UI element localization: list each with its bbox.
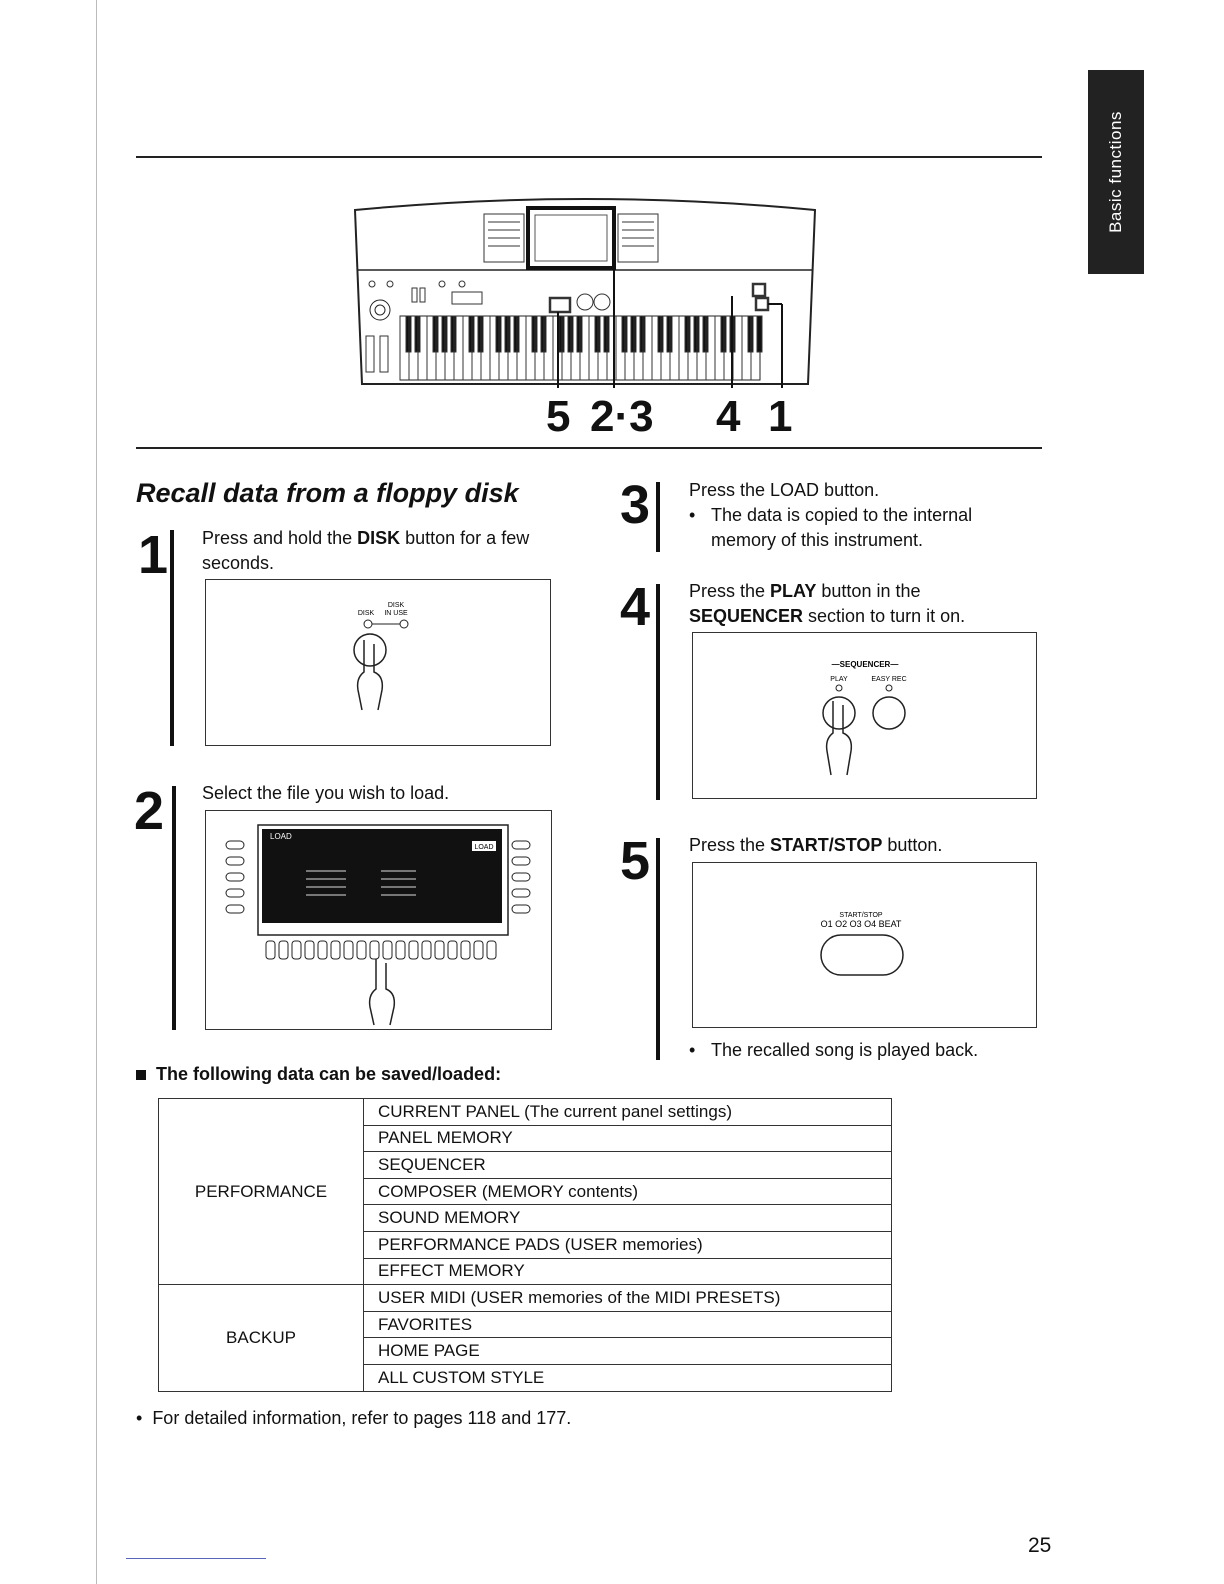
table-row xyxy=(159,1285,892,1312)
step-1-text: Press and hold the DISK button for a few seconds. xyxy=(202,528,530,573)
table-item: PERFORMANCE PADS (USER memories) xyxy=(364,1231,892,1258)
display-screen xyxy=(528,208,614,268)
footnote: • For detailed information, refer to pages 118 and 177. xyxy=(136,1408,572,1428)
step-5-bar xyxy=(656,838,660,1060)
table-item: HOME PAGE xyxy=(364,1338,892,1365)
table-category: BACKUP xyxy=(159,1285,364,1391)
side-tab xyxy=(1088,70,1144,274)
step-1-bar xyxy=(170,530,174,746)
data-table xyxy=(158,1098,892,1392)
step-3-text: Press the LOAD button. xyxy=(689,480,880,500)
step-5-number: 5 xyxy=(620,831,651,891)
callout-4: 4 xyxy=(716,392,741,441)
table-row xyxy=(159,1099,892,1126)
step-3-number: 3 xyxy=(620,475,651,535)
step-4-bar xyxy=(656,584,660,800)
table-item: COMPOSER (MEMORY contents) xyxy=(364,1178,892,1205)
table-item: EFFECT MEMORY xyxy=(364,1258,892,1285)
callout-2-3: 2·3 xyxy=(590,392,654,441)
table-item: SOUND MEMORY xyxy=(364,1205,892,1232)
callout-5: 5 xyxy=(546,392,571,441)
bottom-rule xyxy=(126,1558,266,1559)
step-2-bar xyxy=(172,786,176,1030)
section-title: Recall data from a floppy disk xyxy=(136,478,519,508)
load-screen-button: LOAD xyxy=(474,844,494,851)
step-4-number: 4 xyxy=(620,577,651,637)
table-item: CURRENT PANEL (The current panel settings) xyxy=(364,1099,892,1126)
step-5-text: Press the START/STOP button. xyxy=(689,835,943,855)
start-stop-label: START/STOP xyxy=(839,912,883,919)
step-3-bar xyxy=(656,482,660,552)
callout-1: 1 xyxy=(768,392,793,441)
step-3-bullet: • The data is copied to the internal memory of this instrument. xyxy=(689,505,973,550)
step-4-illustration xyxy=(692,632,1037,799)
step-2-text: Select the file you wish to load. xyxy=(202,783,450,803)
table-category: PERFORMANCE xyxy=(159,1099,364,1285)
side-tab-label: Basic functions xyxy=(1106,111,1125,233)
mid-rule xyxy=(136,447,1042,449)
step-5-bullet: • The recalled song is played back. xyxy=(689,1040,979,1060)
easy-rec-label: EASY REC xyxy=(871,676,907,683)
table-item: FAVORITES xyxy=(364,1311,892,1338)
svg-text:IN USE: IN USE xyxy=(384,610,408,617)
table-item: USER MIDI (USER memories of the MIDI PRESETS) xyxy=(364,1285,892,1312)
table-item: SEQUENCER xyxy=(364,1152,892,1179)
margin-line xyxy=(96,0,97,1584)
table-item: ALL CUSTOM STYLE xyxy=(364,1364,892,1391)
table-heading: The following data can be saved/loaded: xyxy=(136,1064,501,1085)
step-4-text: Press the PLAY button in the SEQUENCER section to turn it on. xyxy=(689,581,966,626)
disk-label: DISK xyxy=(357,610,375,617)
table-item: PANEL MEMORY xyxy=(364,1125,892,1152)
top-rule xyxy=(136,156,1042,158)
step-5-illustration xyxy=(692,862,1037,1028)
step-2-number: 2 xyxy=(134,781,165,841)
sequencer-label: —SEQUENCER— xyxy=(831,660,899,669)
play-label: PLAY xyxy=(830,676,848,683)
keyboard-diagram xyxy=(350,188,820,388)
step-2-illustration xyxy=(205,810,552,1030)
disk-in-use-label: DISK xyxy=(387,602,405,609)
load-screen-title: LOAD xyxy=(270,832,292,841)
step-1-illustration xyxy=(205,579,551,746)
page-number: 25 xyxy=(1028,1534,1052,1557)
beat-indicators: O1 O2 O3 O4 BEAT xyxy=(820,919,902,929)
step-1-number: 1 xyxy=(138,525,169,585)
